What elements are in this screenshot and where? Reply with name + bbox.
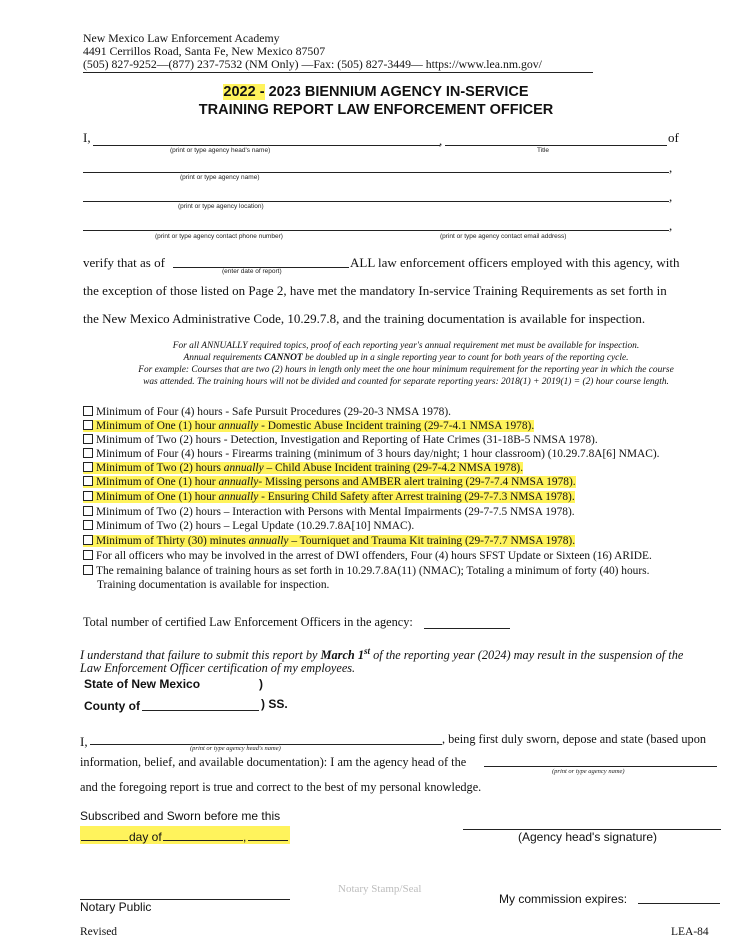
agency-name-caption: (print or type agency name)	[180, 174, 260, 181]
title-field[interactable]	[445, 145, 667, 146]
checklist-item: The remaining balance of training hours as set forth in 10.29.7.8A(11) (NMAC); Totaling a minimum of forty (40) hours.	[83, 565, 649, 578]
note-line-1: For all ANNUALLY required topics, proof of each reporting year's annual requirement met must be available for inspection.	[172, 341, 640, 351]
ss-label: ) SS.	[261, 697, 288, 711]
checkbox[interactable]	[83, 491, 93, 501]
of-label: of	[668, 130, 679, 145]
form-number: LEA-84	[671, 926, 709, 938]
note-line-4: was attended. The training hours will not be divided and counted for separate reporting years: 2018(1) + 2019(1) = (2) hour course length.	[143, 377, 669, 387]
day-field[interactable]	[81, 840, 128, 841]
header-rule	[83, 72, 593, 73]
org-address: 4491 Cerrillos Road, Santa Fe, New Mexico 87507	[83, 44, 326, 58]
note-line-2: Annual requirements CANNOT be doubled up in a single reporting year to count for both years of the reporting cycle.	[183, 353, 629, 363]
title-line-1: 2023 BIENNIUM AGENCY IN-SERVICE	[264, 84, 529, 100]
notary-stamp-placeholder: Notary Stamp/Seal	[338, 883, 422, 895]
checkbox[interactable]	[83, 462, 93, 472]
checklist-item: Minimum of Thirty (30) minutes annually – Tourniquet and Trauma Kit training (29-7-7.7 NMSA 1978).	[83, 535, 575, 548]
i-label: I,	[83, 130, 91, 145]
commission-expires-field[interactable]	[638, 903, 720, 904]
checklist-item: Minimum of Four (4) hours - Safe Pursuit Procedures (29-20-3 NMSA 1978).	[83, 406, 451, 419]
state-paren: )	[259, 677, 263, 691]
verify-prefix: verify that as of	[83, 255, 165, 270]
verify-line-2: the exception of those listed on Page 2, have met the mandatory In-service Training Requirements as set forth in	[83, 283, 667, 298]
checklist-item: Minimum of Four (4) hours - Firearms training (minimum of 3 hours day/night; 1 hour classroom) (10.29.7.8A[6] NMAC).	[83, 448, 659, 461]
checkbox[interactable]	[83, 434, 93, 444]
total-officers-field[interactable]	[424, 628, 510, 629]
checklist-item: Minimum of Two (2) hours – Interaction with Persons with Mental Impairments (29-7-7.5 NMSA 1978).	[83, 506, 575, 519]
checkbox[interactable]	[83, 506, 93, 516]
affiant-i-label: I,	[80, 734, 88, 749]
affiant-agency-caption: (print or type agency name)	[552, 768, 625, 775]
checklist-item: Minimum of Two (2) hours annually – Child Abuse Incident training (29-7-4.2 NMSA 1978).	[83, 462, 523, 475]
checklist-item: For all officers who may be involved in the arrest of DWI offenders, Four (4) hours SFST Update or Sixteen (16) ARIDE.	[83, 550, 652, 563]
agency-location-caption: (print or type agency location)	[178, 203, 264, 210]
commission-expires-label: My commission expires:	[499, 892, 628, 906]
agency-head-caption: (print or type agency head's name)	[170, 147, 271, 154]
title-caption: Title	[537, 147, 550, 154]
day-of-comma: ,	[243, 830, 247, 844]
affiant-name-caption: (print or type agency head's name)	[190, 745, 281, 752]
agency-name-field[interactable]	[83, 172, 669, 173]
checkbox[interactable]	[83, 476, 93, 486]
verify-line-3: the New Mexico Administrative Code, 10.29.7.8, and the training documentation is available for inspection.	[83, 311, 646, 326]
letterhead	[83, 32, 542, 71]
month-field[interactable]	[163, 840, 243, 841]
checkbox[interactable]	[83, 550, 93, 560]
year-field[interactable]	[248, 840, 288, 841]
day-of-label: day of	[129, 830, 162, 844]
checklist-item: Minimum of One (1) hour annually - Domestic Abuse Incident training (29-7-4.1 NMSA 1978).	[83, 420, 534, 433]
information-text: information, belief, and available documentation): I am the agency head of the	[80, 755, 467, 769]
signature-label: (Agency head's signature)	[518, 830, 658, 844]
understand-line-1: I understand that failure to submit this report by March 1st of the reporting year (2024) may result in the suspension of the	[80, 646, 684, 663]
notary-public-label: Notary Public	[80, 900, 152, 914]
title-line-2: TRAINING REPORT LAW ENFORCEMENT OFFICER	[198, 102, 554, 118]
org-contact: (505) 827-9252—(877) 237-7532 (NM Only) —Fax: (505) 827-3449— https://www.lea.nm.gov/	[83, 57, 542, 71]
email-caption: (print or type agency contact email address)	[440, 233, 567, 240]
checkbox[interactable]	[83, 535, 93, 545]
understand-line-2: Law Enforcement Officer certification of my employees.	[80, 661, 356, 675]
form-title	[0, 83, 752, 119]
affiant-agency-field[interactable]	[484, 766, 717, 767]
checkbox[interactable]	[83, 406, 93, 416]
subscribed-label: Subscribed and Sworn before me this	[80, 809, 281, 823]
checklist-item: Minimum of One (1) hour annually - Ensuring Child Safety after Arrest training (29-7-7.3 NMSA 1978).	[83, 491, 575, 504]
checkbox[interactable]	[83, 448, 93, 458]
checklist-item: Minimum of One (1) hour annually- Missing persons and AMBER alert training (29-7-7.4 NMSA 1978).	[83, 476, 576, 489]
revised-label: Revised	[80, 926, 118, 938]
phone-caption: (print or type agency contact phone number)	[155, 233, 283, 240]
agency-location-field[interactable]	[83, 201, 669, 202]
checkbox[interactable]	[83, 420, 93, 430]
checklist-item: Minimum of Two (2) hours – Legal Update (10.29.7.8A[10] NMAC).	[83, 520, 414, 533]
title-year: 2022 -	[223, 84, 265, 100]
total-officers-label: Total number of certified Law Enforcement Officers in the agency:	[83, 615, 413, 629]
sworn-text: , being first duly sworn, depose and state (based upon	[442, 732, 706, 746]
county-field[interactable]	[142, 710, 259, 711]
county-label: County of	[84, 699, 140, 713]
agency-head-name-field[interactable]	[93, 145, 440, 146]
verify-suffix: ALL law enforcement officers employed with this agency, with	[350, 255, 680, 270]
org-name: New Mexico Law Enforcement Academy	[83, 31, 280, 45]
checklist-tail: Training documentation is available for inspection.	[97, 579, 330, 591]
state-label: State of New Mexico	[84, 677, 201, 691]
date-caption: (enter date of report)	[222, 268, 282, 275]
day-of-highlight	[80, 826, 290, 844]
phone-email-field[interactable]	[83, 230, 669, 231]
foregoing-text: and the foregoing report is true and correct to the best of my personal knowledge.	[80, 780, 482, 794]
checkbox[interactable]	[83, 565, 93, 575]
checklist-item: Minimum of Two (2) hours - Detection, Investigation and Reporting of Hate Crimes (31-18B-5 NMSA 1978).	[83, 434, 598, 447]
checkbox[interactable]	[83, 520, 93, 530]
note-line-3: For example: Courses that are two (2) hours in length only meet the one hour minimum requirement for the reporting year in which the course	[138, 365, 674, 375]
